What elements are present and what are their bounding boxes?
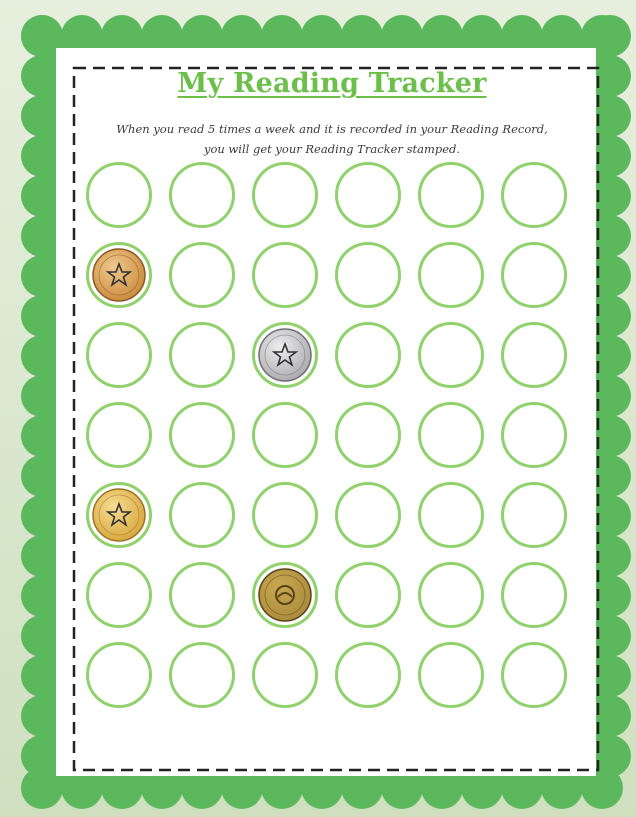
stamp-circle-r3-c4 bbox=[335, 322, 401, 388]
stamp-circle-r3-c5 bbox=[418, 322, 484, 388]
stamp-circle-r7-c1 bbox=[86, 642, 152, 708]
stamp-circle-r5-c2 bbox=[169, 482, 235, 548]
stamp-circle-r6-c5 bbox=[418, 562, 484, 628]
stamp-circle-r1-c4 bbox=[335, 162, 401, 228]
stamp-circle-r6-c3 bbox=[252, 562, 318, 628]
stamp-circle-r3-c1 bbox=[86, 322, 152, 388]
bronze-star-medal-icon bbox=[92, 248, 146, 302]
stamp-circle-r5-c6 bbox=[501, 482, 567, 548]
stamp-circle-r5-c3 bbox=[252, 482, 318, 548]
stamp-circle-r7-c4 bbox=[335, 642, 401, 708]
stamp-circle-r6-c1 bbox=[86, 562, 152, 628]
page-title: My Reading Tracker bbox=[177, 68, 487, 99]
stamp-circle-r2-c3 bbox=[252, 242, 318, 308]
stamp-circle-r2-c2 bbox=[169, 242, 235, 308]
stamp-circle-r6-c4 bbox=[335, 562, 401, 628]
silver-star-medal-icon bbox=[258, 328, 312, 382]
stamp-circle-r1-c6 bbox=[501, 162, 567, 228]
stamp-circle-r7-c2 bbox=[169, 642, 235, 708]
stamp-circle-r7-c6 bbox=[501, 642, 567, 708]
stamp-circle-r6-c6 bbox=[501, 562, 567, 628]
stamp-circle-r2-c4 bbox=[335, 242, 401, 308]
stamp-circle-r2-c1 bbox=[86, 242, 152, 308]
gold-star-medal-icon bbox=[92, 488, 146, 542]
stamp-circle-r5-c4 bbox=[335, 482, 401, 548]
stamp-circle-r4-c1 bbox=[86, 402, 152, 468]
stamp-circle-r4-c4 bbox=[335, 402, 401, 468]
stamp-circle-r4-c6 bbox=[501, 402, 567, 468]
stamp-circle-r2-c6 bbox=[501, 242, 567, 308]
stamp-circle-r3-c2 bbox=[169, 322, 235, 388]
stamp-circle-r1-c1 bbox=[86, 162, 152, 228]
stamp-circle-r4-c5 bbox=[418, 402, 484, 468]
stamp-circle-r5-c5 bbox=[418, 482, 484, 548]
instructions-line-2: you will get your Reading Tracker stamped. bbox=[203, 142, 461, 156]
read-to-me-award-medal-icon bbox=[258, 568, 312, 622]
stamp-circle-r4-c3 bbox=[252, 402, 318, 468]
stamp-circle-r7-c3 bbox=[252, 642, 318, 708]
stamp-circle-r4-c2 bbox=[169, 402, 235, 468]
stamp-circle-r7-c5 bbox=[418, 642, 484, 708]
stamp-circle-r3-c6 bbox=[501, 322, 567, 388]
stamp-circle-r3-c3 bbox=[252, 322, 318, 388]
stamp-circle-r6-c2 bbox=[169, 562, 235, 628]
stamp-circle-r2-c5 bbox=[418, 242, 484, 308]
stamp-circle-r5-c1 bbox=[86, 482, 152, 548]
stamp-circle-r1-c2 bbox=[169, 162, 235, 228]
stamp-circle-r1-c3 bbox=[252, 162, 318, 228]
instructions-line-1: When you read 5 times a week and it is recorded in your Reading Record, bbox=[116, 122, 548, 136]
stamp-circle-r1-c5 bbox=[418, 162, 484, 228]
